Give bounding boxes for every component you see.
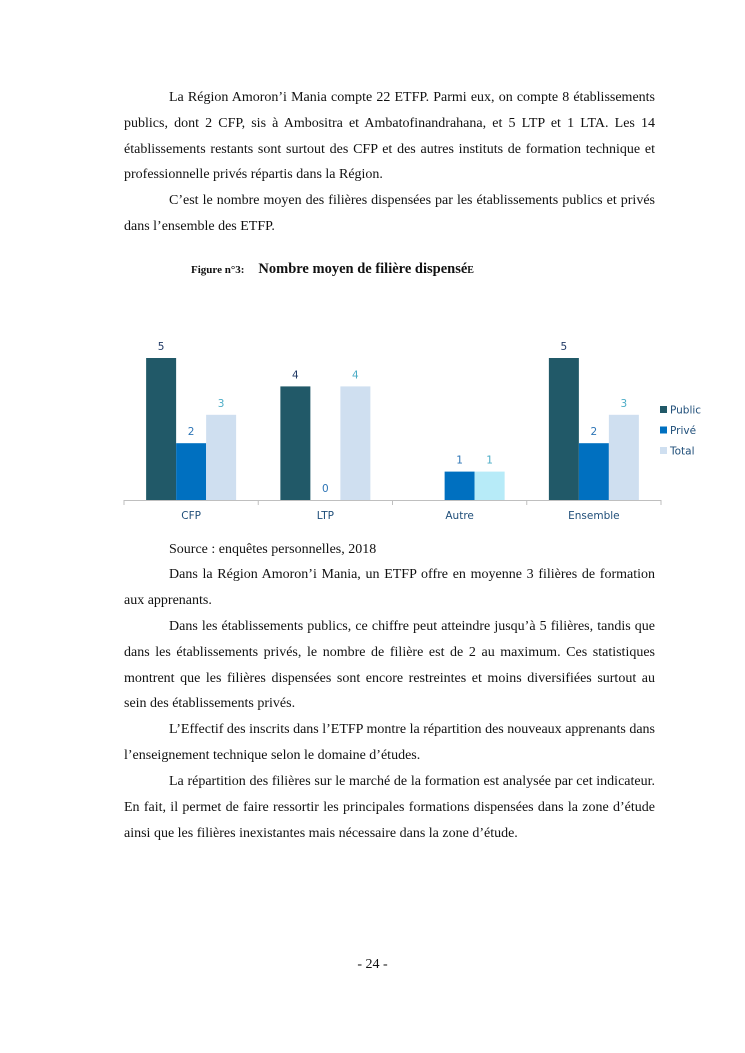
- data-label: 5: [157, 341, 165, 353]
- bar-public-cfp: [146, 358, 176, 500]
- legend-label: Public: [670, 404, 702, 417]
- paragraph-6: La répartition des filières sur le marché de la formation est analysée par cet indicateur. En fait, il permet de faire ressortir les principales formations dispensées dans la zone d’étude ainsi que les filières inexistantes mais nécessaire dans la zone d’étude.: [124, 774, 655, 841]
- bar-total-cfp: [206, 415, 236, 500]
- paragraph-2: C’est le nombre moyen des filières dispensées par les établissements publics et privés dans l’ensemble des ETFP.: [124, 193, 655, 234]
- paragraph-4: Dans les établissements publics, ce chiffre peut atteindre jusqu’à 5 filières, tandis que dans les établissements privés, le nombre de filière est de 2 au maximum. Ces statistiques montrent que les filières dispensées sont encore restreintes et moins diversifiées surtout au sein des établissements privés.: [124, 619, 655, 712]
- x-tick-label: Autre: [445, 510, 474, 522]
- paragraph-5: L’Effectif des inscrits dans l’ETFP montre la répartition des nouveaux apprenants dans l’enseignement technique selon le domaine d’études.: [124, 722, 655, 763]
- bar-total-ltp: [340, 386, 370, 500]
- x-tick-label: Ensemble: [568, 510, 620, 522]
- bar-public-ltp: [280, 386, 310, 500]
- x-tick-label: CFP: [181, 510, 201, 522]
- paragraph-1: La Région Amoron’i Mania compte 22 ETFP. Parmi eux, on compte 8 établissements publics, dont 2 CFP, sis à Ambositra et Ambatofinandrahana, et 5 LTP et 1 LTA. Les 14 établissements restants sont surtout des CFP et des autres instituts de formation technique et professionnelle privés répartis dans la Région.: [124, 90, 655, 183]
- data-label: 2: [590, 426, 598, 439]
- legend-swatch-total: [660, 447, 667, 454]
- bar-total-ensemble: [609, 415, 639, 500]
- legend-swatch-privé: [660, 427, 667, 434]
- legend-label: Total: [670, 445, 695, 458]
- data-label: 1: [456, 454, 463, 467]
- data-label: 1: [486, 454, 493, 467]
- data-label: 3: [217, 397, 225, 410]
- data-label: 4: [292, 369, 299, 382]
- legend-swatch-public: [660, 406, 667, 413]
- bar-privé-autre: [445, 472, 475, 500]
- page-number: - 24 -: [357, 957, 388, 972]
- data-label: 2: [187, 426, 195, 439]
- bar-privé-ensemble: [579, 443, 609, 500]
- figure-caption: [191, 260, 474, 278]
- paragraph-3: Dans la Région Amoron’i Mania, un ETFP offre en moyenne 3 filières de formation aux apprenants.: [124, 567, 655, 608]
- figure-label: Figure n°3:: [191, 264, 245, 276]
- data-label: 5: [560, 341, 568, 353]
- data-label: 3: [620, 397, 628, 410]
- bar-chart: [120, 330, 720, 530]
- bar-total-autre: [475, 472, 505, 500]
- source-note: Source : enquêtes personnelles, 2018: [169, 542, 377, 557]
- data-label: 0: [322, 483, 329, 495]
- figure-title: Nombre moyen de filière dispenséE: [258, 261, 474, 277]
- data-label: 4: [352, 369, 359, 382]
- bar-public-ensemble: [549, 358, 579, 500]
- legend-label: Privé: [670, 425, 697, 437]
- x-tick-label: LTP: [316, 510, 334, 522]
- bar-privé-cfp: [176, 443, 206, 500]
